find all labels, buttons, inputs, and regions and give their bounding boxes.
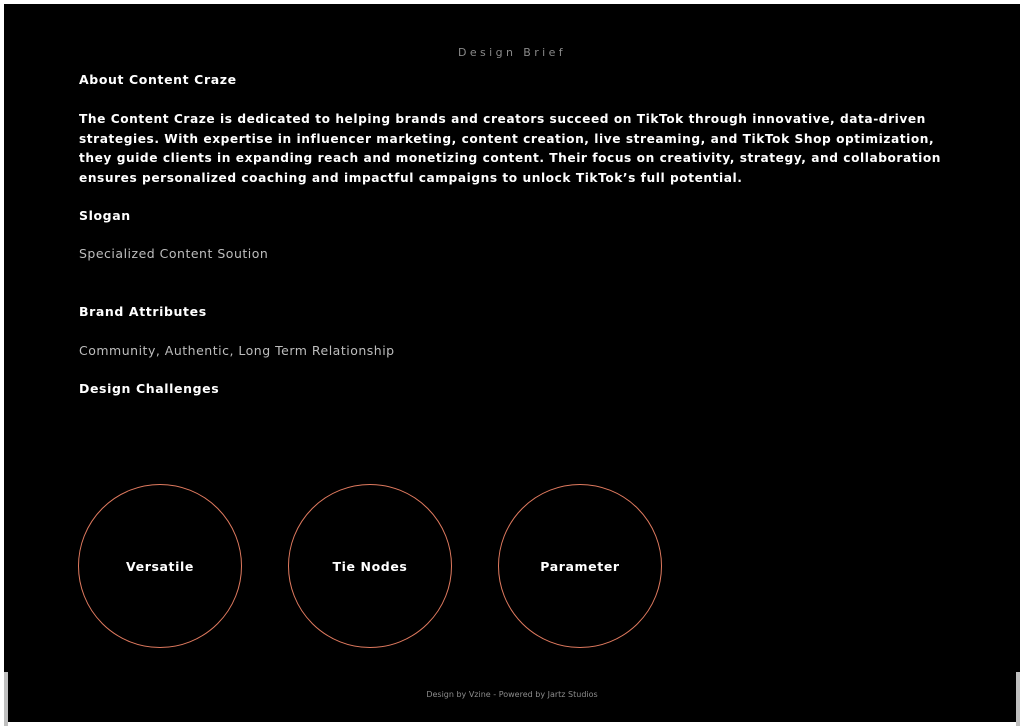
design-challenges-heading: Design Challenges bbox=[79, 381, 220, 396]
brand-attributes-heading: Brand Attributes bbox=[79, 304, 207, 319]
brand-attributes-text: Community, Authentic, Long Term Relationship bbox=[79, 343, 395, 358]
left-edge-bar bbox=[4, 672, 8, 726]
slogan-text: Specialized Content Soution bbox=[79, 246, 269, 261]
challenge-label: Tie Nodes bbox=[332, 558, 408, 574]
challenge-label: Versatile bbox=[126, 558, 194, 574]
challenge-circle-tie-nodes bbox=[288, 484, 452, 648]
challenge-circle-versatile bbox=[78, 484, 242, 648]
about-heading: About Content Craze bbox=[79, 72, 237, 87]
right-edge-bar bbox=[1016, 672, 1020, 726]
challenge-label: Parameter bbox=[540, 558, 620, 574]
page-title: Design Brief bbox=[457, 46, 567, 59]
footer-credit: Design by Vzine - Powered by Jartz Studios bbox=[426, 690, 598, 699]
about-text: The Content Craze is dedicated to helping brands and creators succeed on TikTok through innovative, data-driven strategies. With expertise in influencer marketing, content creation, live streaming, and TikTok Shop optimization, they guide clients in expanding reach and monetizing content. Their focus on creativity, strategy, and collaboration ensures personalized coaching and impactful campaigns to unlock TikTok’s full potential. bbox=[79, 112, 942, 185]
challenge-circle-parameter bbox=[498, 484, 662, 648]
design-brief-page bbox=[4, 4, 1020, 722]
slogan-heading: Slogan bbox=[79, 208, 131, 223]
